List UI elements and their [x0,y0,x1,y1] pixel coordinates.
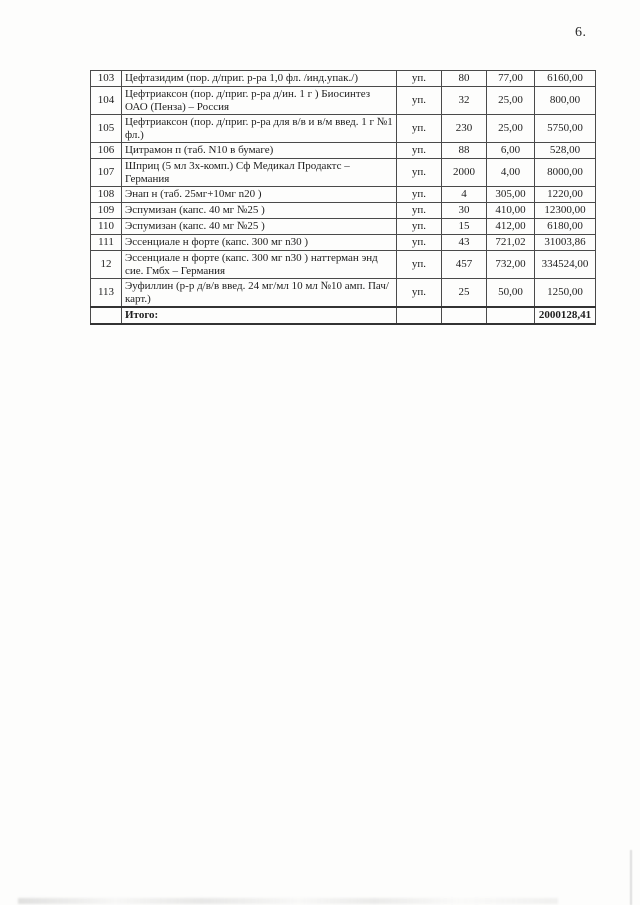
price-cell: 412,00 [487,219,535,235]
unit-cell: уп. [397,143,442,159]
row-number-cell: 105 [91,115,122,143]
sum-cell: 5750,00 [535,115,596,143]
unit-cell: уп. [397,219,442,235]
row-number-cell: 106 [91,143,122,159]
item-name-cell: Эссенциале н форте (капс. 300 мг n30 ) наттерман энд сие. Гмбх – Германия [122,251,397,279]
row-number-cell: 107 [91,159,122,187]
unit-cell: уп. [397,251,442,279]
sum-cell: 12300,00 [535,203,596,219]
item-name-cell: Цефтриаксон (пор. д/приг. р-ра для в/в и в/м введ. 1 г №1 фл.) [122,115,397,143]
sum-cell: 528,00 [535,143,596,159]
total-label-cell: Итого: [122,307,397,324]
page-number: 6. [575,25,587,40]
table-row [91,115,596,143]
table-row [91,159,596,187]
row-number-cell: 111 [91,235,122,251]
unit-cell: уп. [397,159,442,187]
row-number-cell: 110 [91,219,122,235]
item-name-cell: Цитрамон п (таб. N10 в бумаге) [122,143,397,159]
sum-cell: 31003,86 [535,235,596,251]
item-name-cell: Шприц (5 мл 3х-комп.) Сф Медикал Продактс – Германия [122,159,397,187]
price-cell: 732,00 [487,251,535,279]
price-cell: 4,00 [487,159,535,187]
table-row [91,187,596,203]
table-row [91,279,596,308]
price-cell [487,307,535,324]
item-name-cell: Эспумизан (капс. 40 мг №25 ) [122,203,397,219]
price-cell: 721,02 [487,235,535,251]
table-row [91,219,596,235]
sum-cell: 334524,00 [535,251,596,279]
scan-artifact-edge [630,850,632,905]
quantity-cell [442,307,487,324]
price-cell: 50,00 [487,279,535,308]
item-name-cell: Эспумизан (капс. 40 мг №25 ) [122,219,397,235]
sum-cell: 8000,00 [535,159,596,187]
quantity-cell: 2000 [442,159,487,187]
sum-cell: 1250,00 [535,279,596,308]
quantity-cell: 80 [442,71,487,87]
price-cell: 25,00 [487,87,535,115]
row-number-cell: 12 [91,251,122,279]
row-number-cell: 113 [91,279,122,308]
quantity-cell: 15 [442,219,487,235]
unit-cell: уп. [397,115,442,143]
unit-cell: уп. [397,235,442,251]
row-number-cell: 109 [91,203,122,219]
unit-cell: уп. [397,87,442,115]
items-table [90,70,596,325]
unit-cell: уп. [397,279,442,308]
unit-cell: уп. [397,71,442,87]
grand-total-cell: 2000128,41 [535,307,596,324]
unit-cell [397,307,442,324]
price-cell: 305,00 [487,187,535,203]
item-name-cell: Эссенциале н форте (капс. 300 мг n30 ) [122,235,397,251]
item-name-cell: Эуфиллин (р-р д/в/в введ. 24 мг/мл 10 мл №10 амп. Пач/карт.) [122,279,397,308]
sum-cell: 800,00 [535,87,596,115]
quantity-cell: 25 [442,279,487,308]
sum-cell: 1220,00 [535,187,596,203]
quantity-cell: 4 [442,187,487,203]
row-number-cell: 104 [91,87,122,115]
item-name-cell: Цефтазидим (пор. д/приг. р-ра 1,0 фл. /инд.упак./) [122,71,397,87]
quantity-cell: 43 [442,235,487,251]
table-total-row [91,307,596,324]
table-row [91,203,596,219]
table-row [91,87,596,115]
unit-cell: уп. [397,203,442,219]
table-row [91,143,596,159]
table-row [91,235,596,251]
quantity-cell: 230 [442,115,487,143]
quantity-cell: 457 [442,251,487,279]
table-row [91,251,596,279]
item-name-cell: Цефтриаксон (пор. д/приг. р-ра д/ин. 1 г ) Биосинтез ОАО (Пенза) – Россия [122,87,397,115]
table-row [91,71,596,87]
row-number-cell: 108 [91,187,122,203]
sum-cell: 6160,00 [535,71,596,87]
price-cell: 6,00 [487,143,535,159]
price-cell: 25,00 [487,115,535,143]
item-name-cell: Энап н (таб. 25мг+10мг n20 ) [122,187,397,203]
quantity-cell: 88 [442,143,487,159]
scan-artifact-bottom [18,898,558,904]
quantity-cell: 30 [442,203,487,219]
quantity-cell: 32 [442,87,487,115]
unit-cell: уп. [397,187,442,203]
price-cell: 410,00 [487,203,535,219]
sum-cell: 6180,00 [535,219,596,235]
price-cell: 77,00 [487,71,535,87]
row-number-cell [91,307,122,324]
row-number-cell: 103 [91,71,122,87]
